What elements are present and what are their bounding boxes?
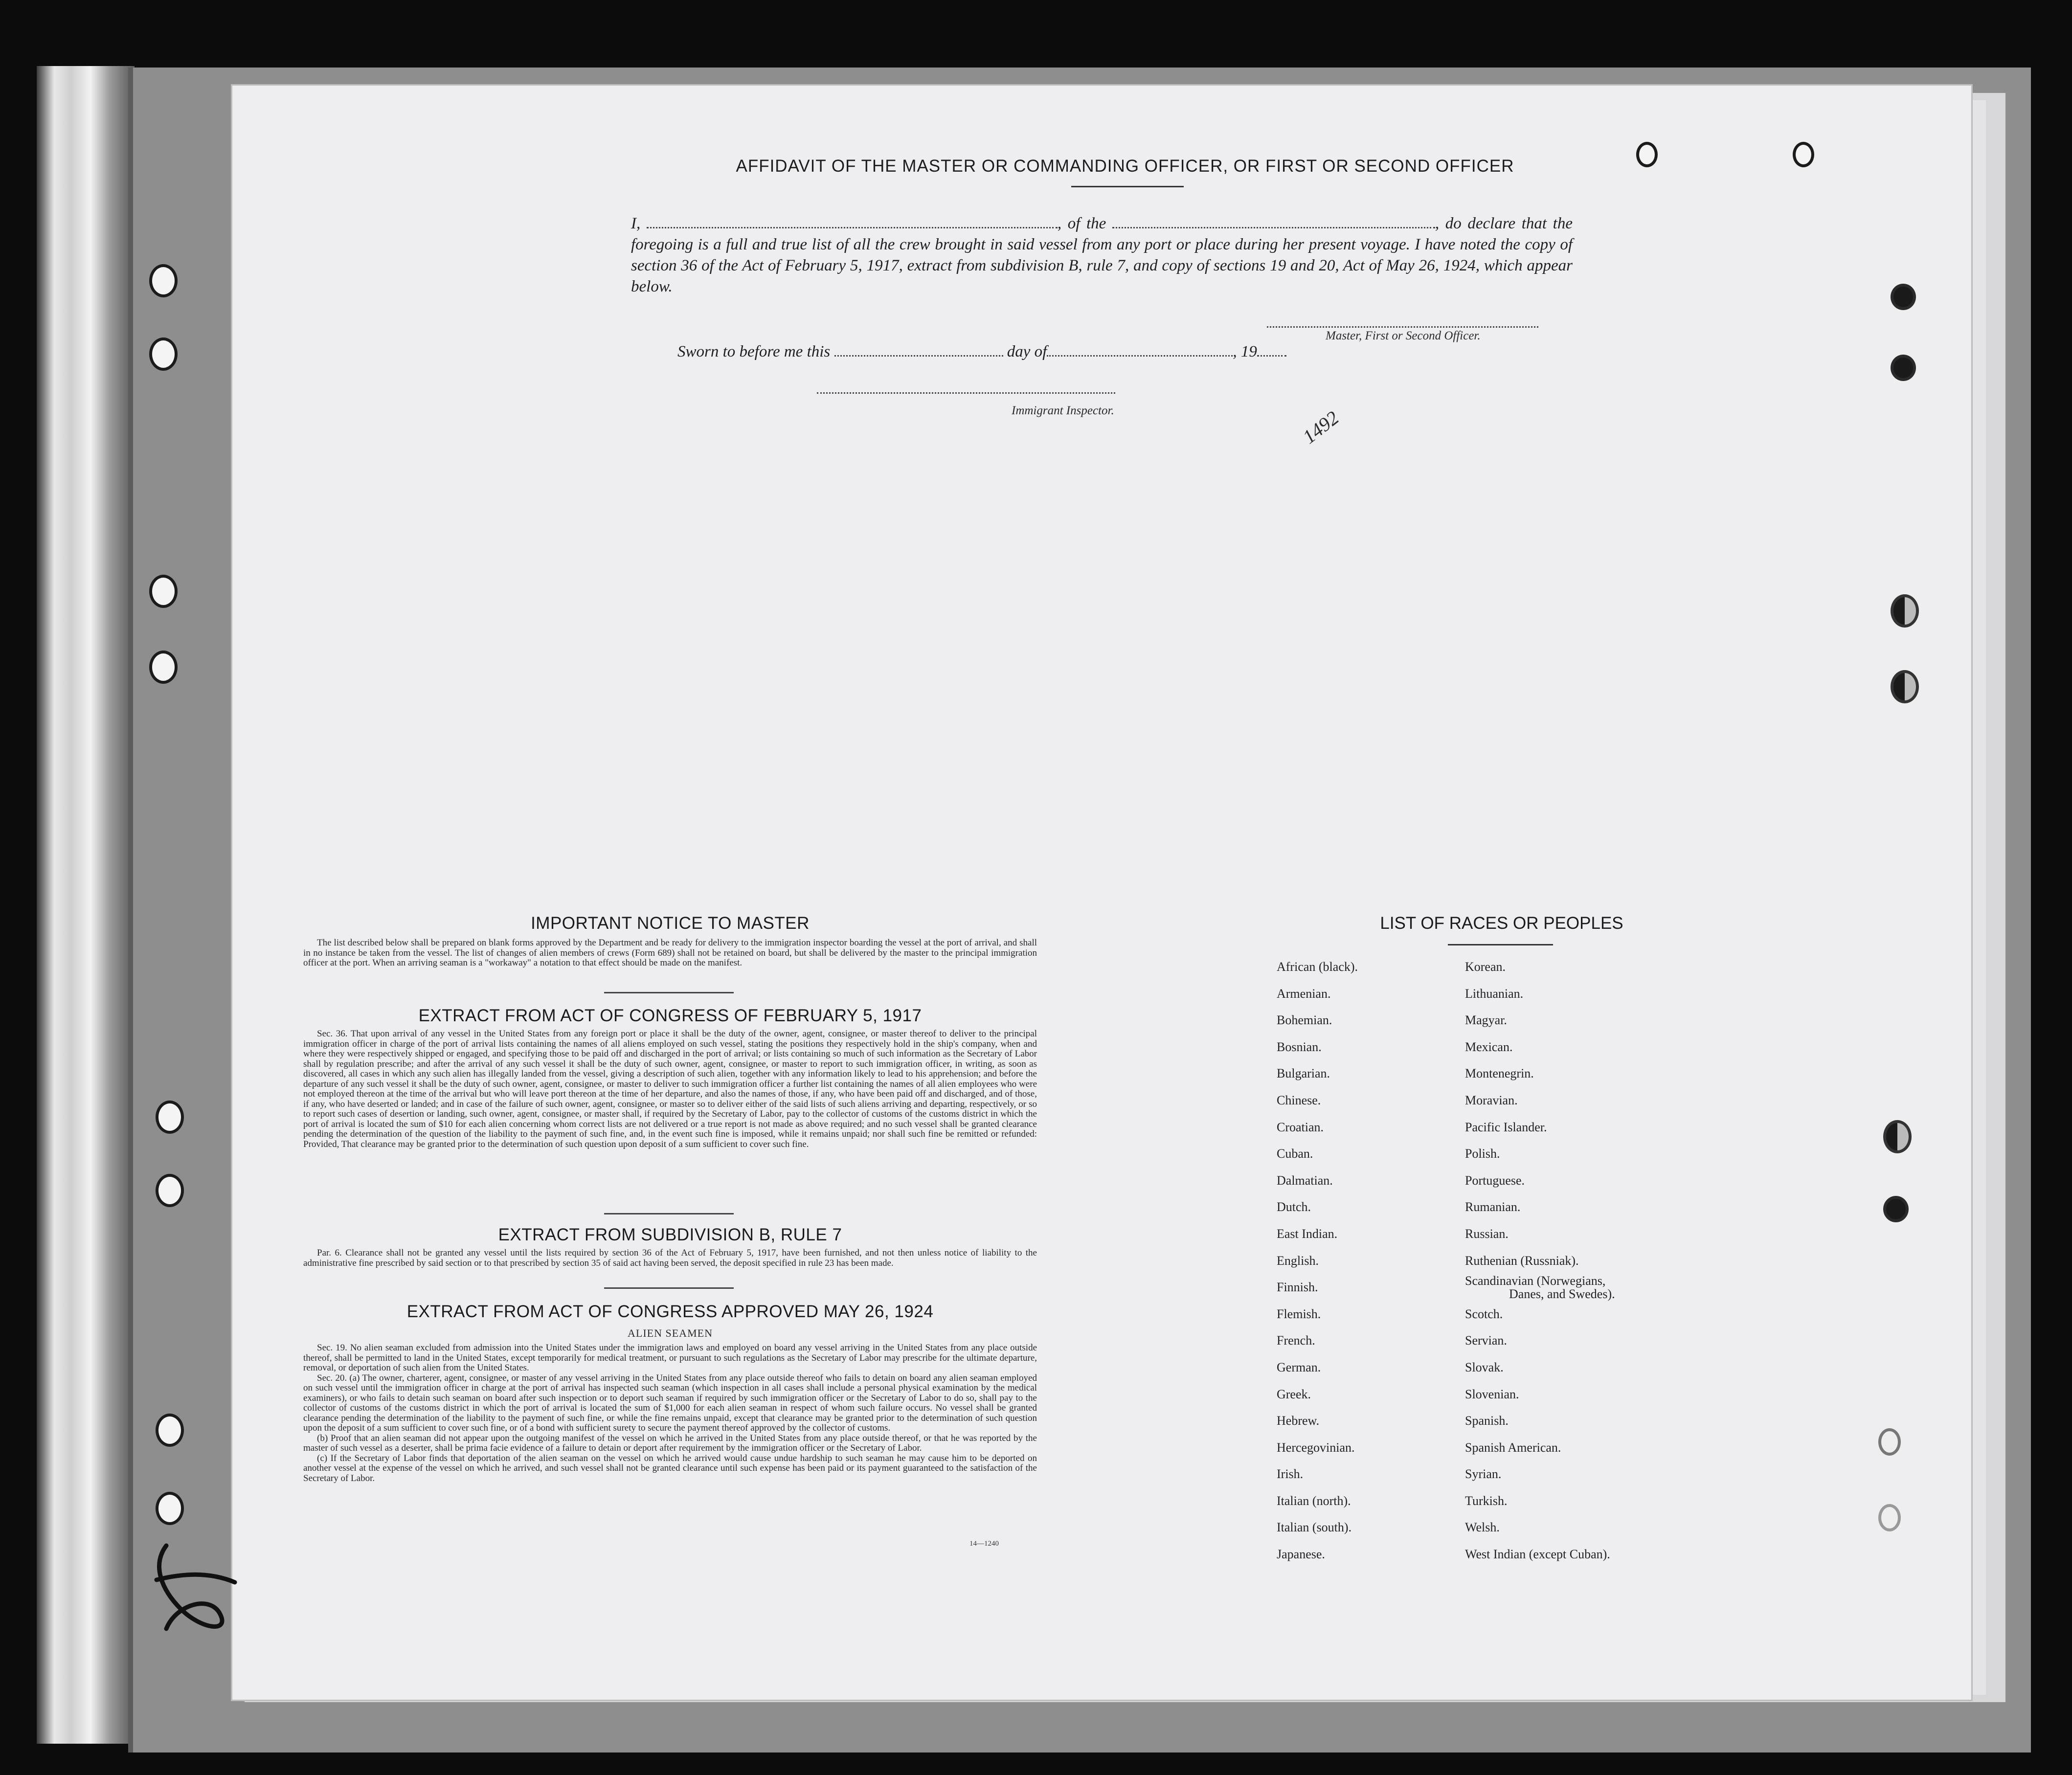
race-item: Italian (north). [1277, 1493, 1351, 1508]
race-item: Syrian. [1465, 1467, 1502, 1482]
race-item: Bohemian. [1277, 1013, 1332, 1028]
race-item: East Indian. [1277, 1226, 1338, 1241]
extract-1917-title: EXTRACT FROM ACT OF CONGRESS OF FEBRUARY 5, 1917 [418, 1006, 922, 1025]
race-item: Japanese. [1277, 1547, 1325, 1562]
sec20c-paragraph: (c) If the Secretary of Labor finds that deportation of the alien seaman on the vessel on which he arrived would cause undue hardship to such seaman he may cause him to be deported on another vessel at the expense of the vessel on which he arrived, and such vessel shall not be granted clearance until such expense has been paid or its payment guaranteed to the satisfaction of the Secretary of Labor. [303, 1453, 1037, 1483]
name-blank[interactable] [647, 214, 1058, 228]
punch-hole [1636, 142, 1658, 167]
races-left-column [1277, 954, 1358, 1568]
race-item: German. [1277, 1360, 1321, 1374]
punch-hole [149, 575, 178, 608]
master-signature-line[interactable] [1267, 326, 1538, 328]
punch-hole [156, 1174, 184, 1207]
year-label: , 19 [1233, 343, 1257, 360]
punch-hole [1878, 1504, 1901, 1531]
race-item: Greek. [1277, 1387, 1311, 1401]
pencil-note: 1492 [1298, 406, 1343, 448]
handwritten-mark [147, 1536, 245, 1639]
inspector-signature-label: Immigrant Inspector. [1012, 404, 1114, 417]
race-item-label: Scandinavian (Norwegians, [1465, 1274, 1606, 1288]
race-item: English. [1277, 1253, 1319, 1268]
race-item: West Indian (except Cuban). [1465, 1547, 1610, 1562]
punch-hole [1883, 1196, 1909, 1222]
sworn-month-blank[interactable] [1047, 342, 1233, 357]
par6-paragraph: Par. 6. Clearance shall not be granted any vessel until the lists required by section 36 of the Act of February 5, 1917, have been furnished, and not then unless notice of liability to the administrative fine prescribed by said section or to that prescribed by section 35 of said act having been served, the deposit specified in rule 23 has been made. [303, 1248, 1037, 1268]
punch-hole [149, 651, 178, 684]
punch-hole [156, 1101, 184, 1134]
race-item: Slovak. [1465, 1360, 1504, 1374]
punch-hole [1878, 1428, 1901, 1456]
race-item [1465, 1274, 1615, 1301]
sec20b-paragraph: (b) Proof that an alien seaman did not appear upon the outgoing manifest of the vessel on which he arrived in the United States from any place outside thereof, or that he was reported by the master of such vessel as a deserter, shall be prima facie evidence of a failure to detain or deport after requirement by the immigration officer or the Secretary of Labor. [303, 1433, 1037, 1453]
race-item: Bulgarian. [1277, 1066, 1330, 1081]
race-item: Servian. [1465, 1333, 1507, 1348]
sworn-day-blank[interactable] [834, 342, 1003, 357]
race-item: Dutch. [1277, 1200, 1311, 1214]
extract-1924-text [303, 1343, 1037, 1483]
rule7-title: EXTRACT FROM SUBDIVISION B, RULE 7 [498, 1225, 842, 1244]
race-item: Korean. [1465, 960, 1506, 974]
rule7-text [303, 1248, 1037, 1268]
binder-spine [37, 66, 135, 1744]
race-item: Finnish. [1277, 1280, 1318, 1295]
sworn-label: Sworn to before me this [677, 343, 831, 360]
punch-hole [1891, 284, 1916, 310]
race-item: Mexican. [1465, 1039, 1513, 1054]
title-rule [1071, 186, 1184, 187]
master-signature-label: Master, First or Second Officer. [1326, 329, 1481, 342]
race-item: African (black). [1277, 960, 1358, 974]
affidavit-title: AFFIDAVIT OF THE MASTER OR COMMANDING OFFICER, OR FIRST OR SECOND OFFICER [736, 157, 1514, 176]
sec19-paragraph: Sec. 19. No alien seaman excluded from admission into the United States under the immigration laws and employed on board any vessel arriving in the United States from any place outside thereof, shall be permitted to land in the United States, except temporarily for medical treatment, or pursuant to such regulations as the Secretary of Labor may prescribe for the ultimate departure, removal, or deportation of such alien from the United States. [303, 1343, 1037, 1373]
section-rule [604, 992, 734, 993]
race-item: Croatian. [1277, 1120, 1324, 1134]
punch-hole [1793, 142, 1814, 167]
race-item: Scotch. [1465, 1306, 1503, 1321]
day-of-label: day of [1007, 343, 1047, 360]
punch-hole [1891, 355, 1916, 381]
race-item: Rumanian. [1465, 1200, 1521, 1214]
race-item: Portuguese. [1465, 1173, 1525, 1188]
race-item: Lithuanian. [1465, 986, 1524, 1001]
sworn-line [677, 342, 1286, 361]
extract-1924-title: EXTRACT FROM ACT OF CONGRESS APPROVED MAY 26, 1924 [406, 1302, 934, 1321]
punch-hole [149, 337, 178, 371]
form-number: 14—1240 [969, 1540, 999, 1548]
races-right-column [1465, 954, 1615, 1568]
race-item: Dalmatian. [1277, 1173, 1333, 1188]
race-item: Russian. [1465, 1226, 1509, 1241]
of-the-label: , of the [1057, 215, 1106, 232]
races-list-title: LIST OF RACES OR PEOPLES [1380, 914, 1623, 933]
extract-1917-text [303, 1029, 1037, 1149]
affidavit-body: that the foregoing is a full and true list of all the crew brought in said vessel from any port or place during her present voyage. I have noted the copy of section 36 of the Act of February 5, 1917, extract from subdivision B, rule 7, and copy of sections 19 and 20, Act of May 26, 1924, which appear below. [631, 215, 1573, 295]
race-item: Welsh. [1465, 1520, 1500, 1535]
declare-label: , do declare [1435, 215, 1516, 232]
race-item: Pacific Islander. [1465, 1120, 1547, 1134]
section-rule [604, 1213, 734, 1214]
declarant-prefix: I, [631, 215, 641, 232]
race-item: Italian (south). [1277, 1520, 1352, 1535]
punch-hole [156, 1414, 184, 1447]
race-item: Slovenian. [1465, 1387, 1519, 1401]
race-item: Polish. [1465, 1146, 1500, 1161]
notice-paragraph: The list described below shall be prepared on blank forms approved by the Department and be ready for delivery to the immigration inspector boarding the vessel at the port of arrival, and shall in no instance be taken from the vessel. The list of changes of alien members of crews (Form 689) shall not be retained on board, but shall be delivered by the master to the principal immigration officer at the port. When an arriving seaman is a "workaway" a notation to that effect should be made on the manifest. [303, 938, 1037, 968]
race-item: Flemish. [1277, 1306, 1321, 1321]
race-item: Turkish. [1465, 1493, 1508, 1508]
inspector-signature-line[interactable] [817, 392, 1115, 394]
notice-title: IMPORTANT NOTICE TO MASTER [531, 914, 810, 933]
race-item-continuation: Danes, and Swedes). [1509, 1287, 1615, 1302]
race-item: Cuban. [1277, 1146, 1313, 1161]
alien-seamen-subtitle: ALIEN SEAMEN [628, 1327, 713, 1339]
punch-hole [1891, 670, 1919, 703]
punch-hole [1891, 594, 1919, 628]
race-item: Ruthenian (Russniak). [1465, 1253, 1579, 1268]
race-item: French. [1277, 1333, 1315, 1348]
race-item: Magyar. [1465, 1013, 1507, 1028]
sworn-year-blank[interactable] [1257, 342, 1286, 357]
races-title-rule [1448, 944, 1553, 945]
race-item: Hebrew. [1277, 1414, 1320, 1428]
punch-hole [149, 264, 178, 297]
race-item: Irish. [1277, 1467, 1304, 1482]
punch-hole [1883, 1120, 1912, 1153]
race-item: Hercegovinian. [1277, 1440, 1355, 1455]
race-item: Armenian. [1277, 986, 1331, 1001]
sec20a-paragraph: Sec. 20. (a) The owner, charterer, agent, consignee, or master of any vessel arriving in the United States from any place outside thereof who fails to detain on board any alien seaman employed on such vessel until the immigration officer in charge at the port of arrival has inspected such seaman (which inspection in all cases shall include a personal physical examination by the medical examiners), or who fails to detain such seaman on board after such inspection or to deport such seaman if required by such immigration officer or the Secretary of Labor to do so, shall pay to the collector of customs of the customs district in which the port of arrival is located the sum of $1,000 for each alien seaman in respect of whom such failure occurs. No vessel shall be granted clearance pending the determination of the liability to the payment of such fine, or while the fine remains unpaid, except that clearance may be granted prior to the determination of such question upon the deposit of a sum sufficient to cover such fine, or of a bond with sufficient surety to secure the payment thereof approved by the collector of customs. [303, 1372, 1037, 1433]
sec36-paragraph: Sec. 36. That upon arrival of any vessel in the United States from any foreign port or place it shall be the duty of the owner, agent, consignee, or master thereof to deliver to the principal immigration officer in charge of the port of arrival lists containing the names of all aliens employed on such vessel, stating the positions they respectively hold in the ship's company, when and where they were respectively shipped or engaged, and specifying those to be paid off and discharged in the port of arrival; or lists containing so much of such information as the Secretary of Labor shall by regulation prescribe; and after the arrival of any such vessel it shall be the duty of such owner, agent, consignee, or master to report to such immigration officer, in writing, as soon as discovered, all cases in which any such alien has illegally landed from the vessel, giving a description of such alien, together with any information likely to lead to his apprehension; and before the departure of any such vessel it shall be the duty of such owner, agent, consignee, or master to deliver to such immigration officer a further list containing the names of all alien employees who were not employed thereon at the time of the arrival but who will leave port thereon at the time of her departure, and also the names of those, if any, who have been paid off and discharged, and of those, if any, who have deserted or landed; and in case of the failure of such owner, agent, consignee, or master so to deliver either of the said lists of such aliens arriving and departing, respectively, or so to report such cases of desertion or landing, such owner, agent, consignee, or master shall, if required by the Secretary of Labor, pay to the collector of customs of the customs district in which the port of arrival is located the sum of $10 for each alien concerning whom correct lists are not delivered or a true report is not made as above required; and no such vessel shall be granted clearance pending the determination of the question of the liability to the payment of such fine, and, in the event such fine is imposed, while it remains unpaid; nor shall such fine be remitted or refunded: Provided, That clearance may be granted prior to the determination of such question upon deposit of a sum sufficient to cover such fine. [303, 1029, 1037, 1149]
race-item: Spanish. [1465, 1414, 1509, 1428]
affidavit-text [631, 213, 1573, 297]
race-item: Chinese. [1277, 1093, 1321, 1107]
section-rule [604, 1287, 734, 1289]
notice-text [303, 938, 1037, 968]
race-item: Spanish American. [1465, 1440, 1561, 1455]
race-item: Montenegrin. [1465, 1066, 1534, 1081]
punch-hole [156, 1492, 184, 1525]
vessel-blank[interactable] [1112, 214, 1435, 228]
race-item: Moravian. [1465, 1093, 1518, 1107]
race-item: Bosnian. [1277, 1039, 1322, 1054]
